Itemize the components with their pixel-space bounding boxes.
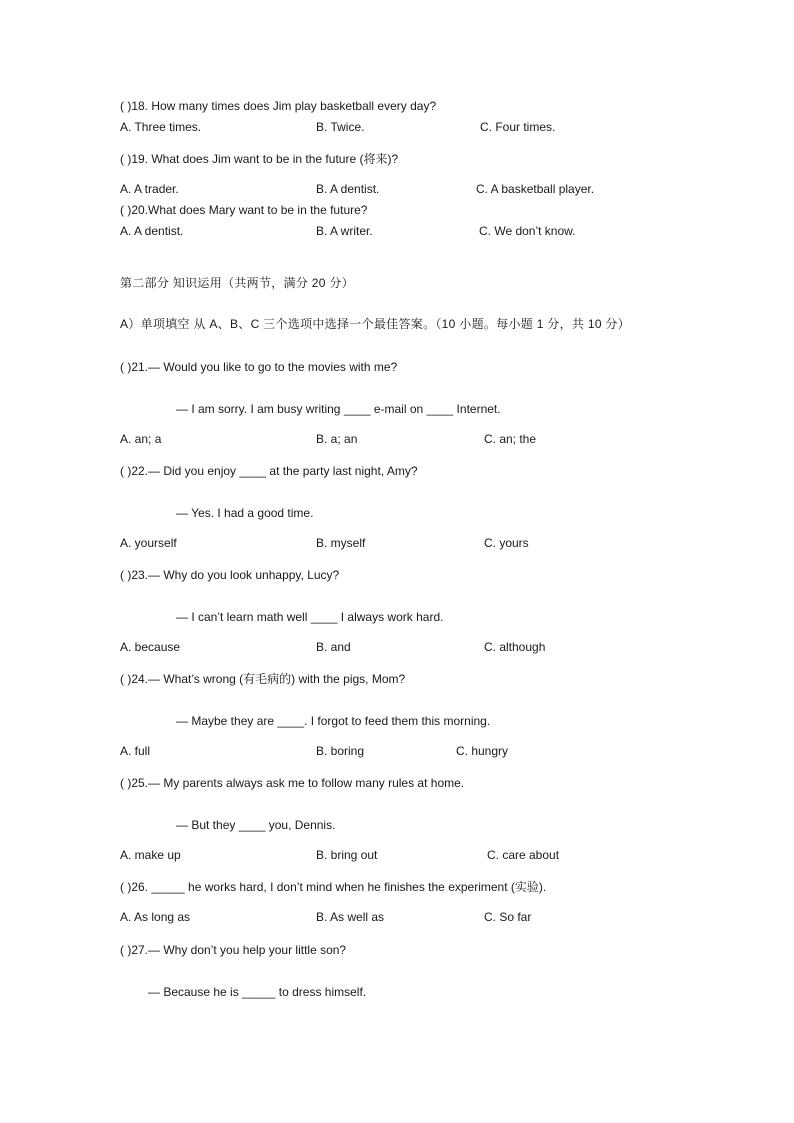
question-26-stem: ( )26. _____ he works hard, I don’t mind when he finishes the experiment (实验).	[120, 880, 547, 894]
question-25-option-c: C. care about	[487, 848, 560, 862]
question-22-option-b: B. myself	[316, 536, 366, 550]
question-21-option-c: C. an; the	[484, 432, 537, 446]
part-two-heading: 第二部分 知识运用（共两节，满分 20 分）	[120, 276, 354, 290]
question-25-stem: ( )25.— My parents always ask me to follow many rules at home.	[120, 776, 465, 790]
question-19-option-a: A. A trader.	[120, 182, 179, 196]
question-23-reply: — I can’t learn math well ____ I always work hard.	[176, 610, 444, 624]
question-26-option-c: C. So far	[484, 910, 532, 924]
question-24-reply: — Maybe they are ____. I forgot to feed them this morning.	[176, 714, 491, 728]
question-18-stem: ( )18. How many times does Jim play basketball every day?	[120, 99, 437, 113]
question-23-option-b: B. and	[316, 640, 351, 654]
question-23-option-c: C. although	[484, 640, 546, 654]
question-21-option-b: B. a; an	[316, 432, 358, 446]
question-20-option-a: A. A dentist.	[120, 224, 184, 238]
question-24-option-c: C. hungry	[456, 744, 509, 758]
question-24-option-b: B. boring	[316, 744, 365, 758]
question-21-stem: ( )21.— Would you like to go to the movies with me?	[120, 360, 398, 374]
question-20-stem: ( )20.What does Mary want to be in the future?	[120, 203, 368, 217]
question-24-stem: ( )24.— What’s wrong (有毛病的) with the pigs, Mom?	[120, 672, 406, 686]
question-19-option-b: B. A dentist.	[316, 182, 380, 196]
question-23-option-a: A. because	[120, 640, 181, 654]
question-18-option-a: A. Three times.	[120, 120, 202, 134]
question-26-option-b: B. As well as	[316, 910, 385, 924]
question-22-reply: — Yes. I had a good time.	[176, 506, 314, 520]
question-25-option-a: A. make up	[120, 848, 181, 862]
question-21-reply: — I am sorry. I am busy writing ____ e-mail on ____ Internet.	[176, 402, 501, 416]
question-18-option-c: C. Four times.	[480, 120, 556, 134]
question-22-option-a: A. yourself	[120, 536, 177, 550]
question-27-reply: — Because he is _____ to dress himself.	[148, 985, 367, 999]
question-26-option-a: A. As long as	[120, 910, 191, 924]
question-23-stem: ( )23.— Why do you look unhappy, Lucy?	[120, 568, 340, 582]
question-19-option-c: C. A basketball player.	[476, 182, 595, 196]
question-19-stem: ( )19. What does Jim want to be in the future (将来)?	[120, 152, 399, 166]
section-a-instructions: A）单项填空 从 A、B、C 三个选项中选择一个最佳答案。（10 小题。每小题 1 分，共 10 分）	[120, 317, 631, 331]
question-20-option-b: B. A writer.	[316, 224, 373, 238]
question-21-option-a: A. an; a	[120, 432, 162, 446]
question-20-option-c: C. We don’t know.	[479, 224, 576, 238]
question-24-option-a: A. full	[120, 744, 151, 758]
question-22-option-c: C. yours	[484, 536, 529, 550]
question-18-option-b: B. Twice.	[316, 120, 365, 134]
question-25-reply: — But they ____ you, Dennis.	[176, 818, 336, 832]
question-25-option-b: B. bring out	[316, 848, 378, 862]
question-22-stem: ( )22.— Did you enjoy ____ at the party last night, Amy?	[120, 464, 418, 478]
question-27-stem: ( )27.— Why don’t you help your little son?	[120, 943, 347, 957]
